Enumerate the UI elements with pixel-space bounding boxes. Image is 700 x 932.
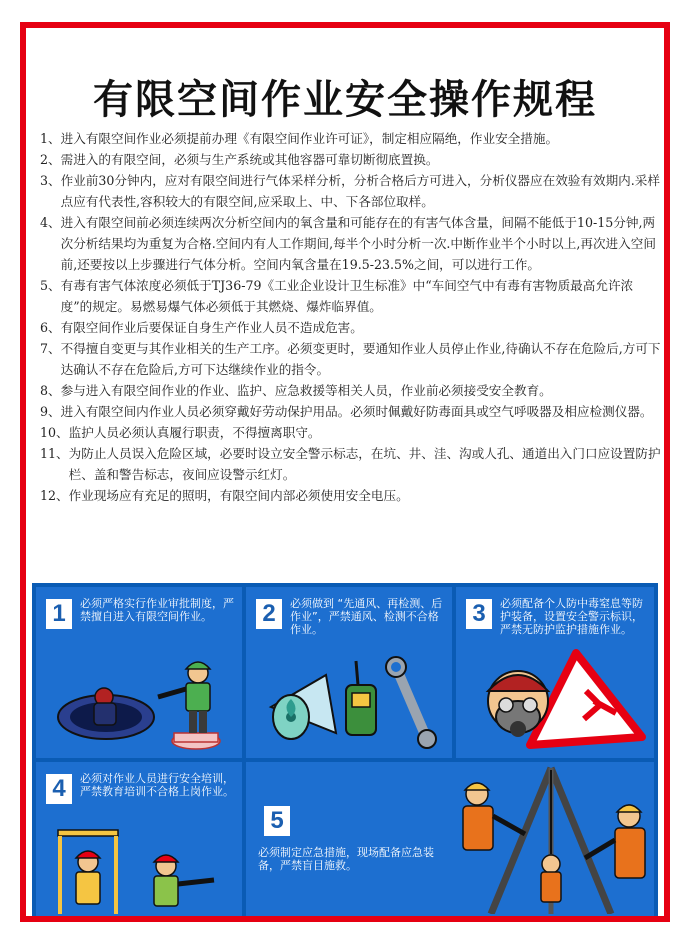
rule-number: 5、	[40, 278, 61, 293]
gas-mask-warning-illustration	[466, 645, 646, 755]
rule-item	[40, 380, 664, 401]
rule-number: 11、	[40, 446, 69, 461]
poster-frame	[20, 22, 670, 922]
panel-number: 3	[466, 599, 492, 629]
rule-text: 监护人员必须认真履行职责，不得擅离职守。	[68, 425, 321, 440]
panel-number: 1	[46, 599, 72, 629]
rule-item	[40, 317, 664, 338]
rule-item	[40, 212, 664, 275]
panel-protection	[456, 587, 654, 758]
rule-item	[40, 443, 664, 485]
rule-number: 1、	[40, 131, 61, 146]
panel-training	[36, 762, 242, 916]
rule-text: 作业前30分钟内，应对有限空间进行气体采样分析，分析合格后方可进入，分析仪器应在效验有效期内.采样点应有代表性,容积较大的有限空间,应采取上、中、下各部位取样。	[60, 173, 660, 209]
illustration-panels	[32, 583, 658, 920]
panel-permit	[36, 587, 242, 758]
panel-text: 必须对作业人员进行安全培训，严禁教育培训不合格上岗作业。	[80, 772, 234, 798]
rule-item	[40, 128, 664, 149]
training-workers-illustration	[46, 822, 236, 914]
rule-number: 4、	[40, 215, 61, 230]
rule-item	[40, 485, 664, 506]
panel-number: 2	[256, 599, 282, 629]
worker-stopping-entry-illustration	[46, 637, 236, 755]
rule-text: 不得擅自变更与其作业相关的生产工序。必须变更时，要通知作业人员停止作业,待确认不存在危险后,方可下达确认不存在危险后,方可下达继续作业的指令。	[60, 341, 661, 377]
rule-text: 需进入的有限空间，必须与生产系统或其他容器可靠切断彻底置换。	[60, 152, 439, 167]
page-title: 有限空间作业安全操作规程	[93, 77, 597, 123]
rule-item	[40, 275, 664, 317]
rule-text: 作业现场应有充足的照明，有限空间内部必须使用安全电压。	[68, 488, 409, 503]
rule-number: 6、	[40, 320, 61, 335]
rule-text: 参与进入有限空间作业的作业、监护、应急救援等相关人员，作业前必须接受安全教育。	[60, 383, 552, 398]
rule-item	[40, 170, 664, 212]
rule-number: 2、	[40, 152, 61, 167]
rule-text: 进入有限空间作业必须提前办理《有限空间作业许可证》，制定相应隔绝，作业安全措施。	[60, 131, 559, 146]
rule-number: 8、	[40, 383, 61, 398]
rule-number: 12、	[40, 488, 69, 503]
rule-text: 有限空间作业后要保证自身生产作业人员不造成危害。	[60, 320, 363, 335]
rule-item	[40, 422, 664, 443]
rule-number: 3、	[40, 173, 61, 188]
rule-item	[40, 149, 664, 170]
panel-rescue	[246, 762, 654, 916]
panel-text: 必须制定应急措施，现场配备应急装备，严禁盲目施救。	[258, 846, 434, 872]
rule-number: 7、	[40, 341, 61, 356]
rescue-tripod-illustration	[451, 764, 651, 914]
rules-list	[40, 128, 664, 506]
panel-number: 4	[46, 774, 72, 804]
panel-text: 必须做到 “先通风、再检测、后作业”，严禁通风、检测不合格作业。	[290, 597, 443, 636]
rule-number: 9、	[40, 404, 61, 419]
panel-number: 5	[264, 806, 290, 836]
rule-item	[40, 338, 664, 380]
fan-detector-wrench-illustration	[256, 647, 446, 755]
panel-text: 必须配备个人防中毒窒息等防护装备，设置安全警示标识，严禁无防护监护措施作业。	[500, 597, 643, 636]
rule-text: 为防止人员误入危险区域，必要时设立安全警示标志，在坑、井、洼、沟或人孔、通道出入门口应设置防护栏、盖和警告标志，夜间应设警示红灯。	[68, 446, 661, 482]
rule-text: 进入有限空间内作业人员必须穿戴好劳动保护用品。必须时佩戴好防毒面具或空气呼吸器及相应检测仪器。	[60, 404, 653, 419]
panel-ventilate	[246, 587, 452, 758]
panel-text: 必须严格实行作业审批制度，严禁擅自进入有限空间作业。	[80, 597, 234, 623]
rule-text: 进入有限空间前必须连续两次分析空间内的氧含量和可能存在的有害气体含量，间隔不能低于10-15分钟,两次分析结果均为重复为合格.空间内有人工作期间,每半个小时分析一次.中断作业半个小时以上,再次进入空间前,还要按以上步骤进行气体分析。空间内氧含量在19.5-23.5%之间，可以进行工作。	[60, 215, 656, 272]
rule-text: 有毒有害气体浓度必须低于TJ36-79《工业企业设计卫生标准》中“车间空气中有毒有害物质最高允许浓度”的规定。易燃易爆气体必须低于其燃烧、爆炸临界值。	[60, 278, 634, 314]
rule-number: 10、	[40, 425, 69, 440]
rule-item	[40, 401, 664, 422]
